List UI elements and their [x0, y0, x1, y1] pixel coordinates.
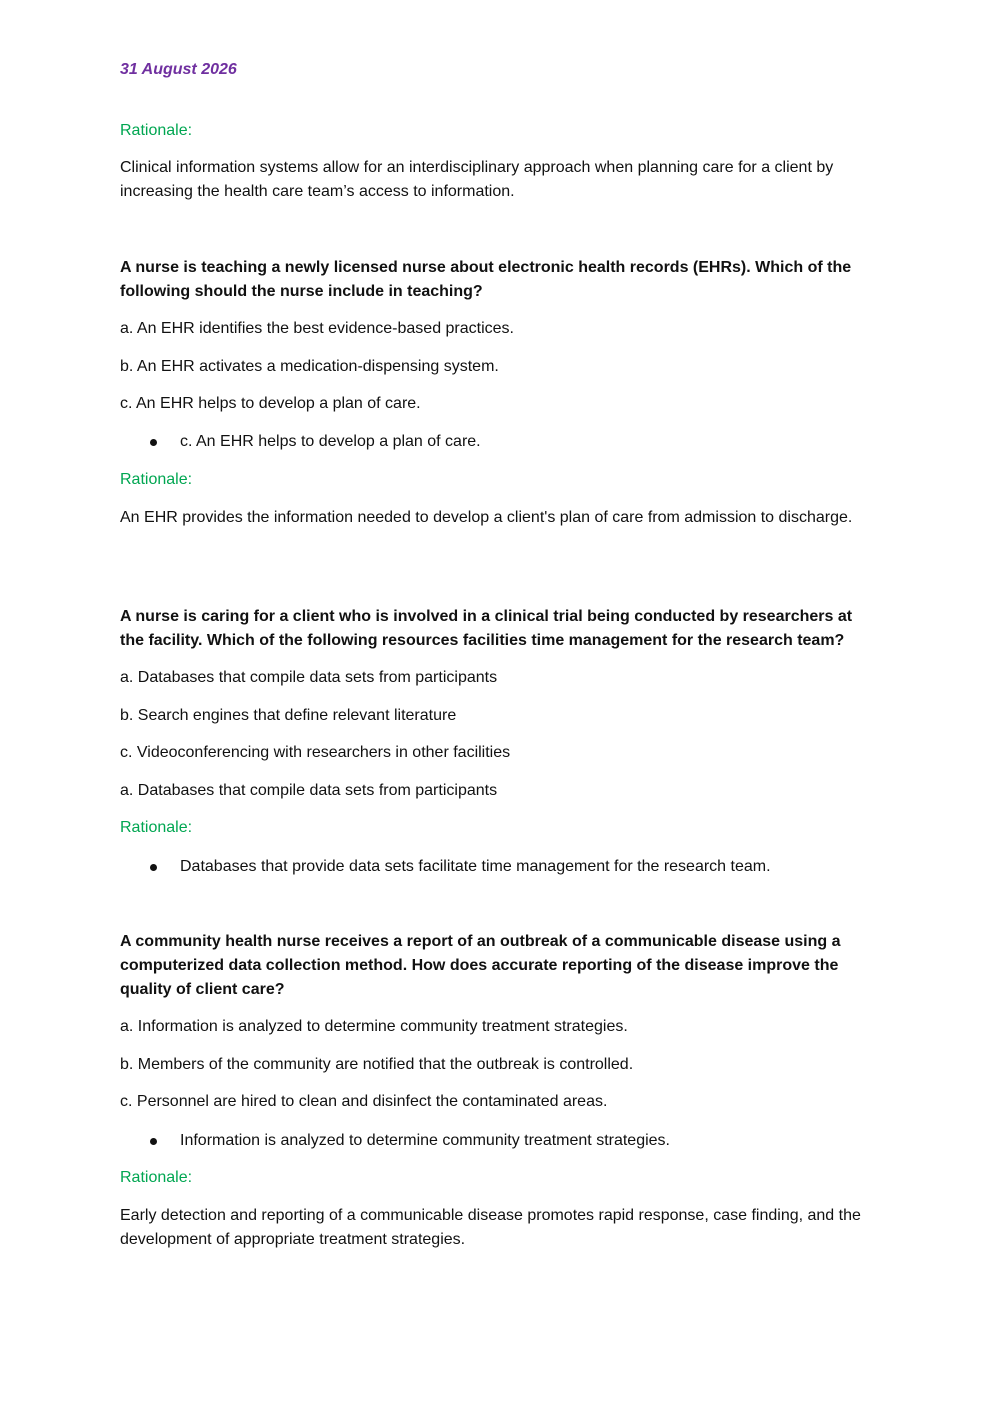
q3-option-c: c. Personnel are hired to clean and disinfect the contaminated areas.	[120, 1093, 608, 1110]
q1-rationale-text: An EHR provides the information needed to develop a client's plan of care from admission to discharge.	[120, 509, 853, 526]
bullet-icon	[150, 864, 157, 871]
q2-rationale-bullet	[120, 855, 880, 879]
q3-rationale-label: Rationale:	[120, 1169, 193, 1186]
q3-answer-bullet	[120, 1129, 880, 1153]
document-date: 31 August 2026	[120, 61, 237, 78]
question-2: A nurse is caring for a client who is involved in a clinical trial being conducted by researchers at the facility. Which of the following resources facilities time management for the research team?	[120, 608, 853, 649]
q3-option-a: a. Information is analyzed to determine community treatment strategies.	[120, 1018, 628, 1035]
bullet-icon	[150, 1138, 157, 1145]
q2-option-a: a. Databases that compile data sets from participants	[120, 669, 498, 686]
q1-option-a: a. An EHR identifies the best evidence-based practices.	[120, 320, 514, 337]
q3-rationale-text: Early detection and reporting of a communicable disease promotes rapid response, case finding, and the development of appropriate treatment strategies.	[120, 1207, 861, 1248]
q1-option-b: b. An EHR activates a medication-dispensing system.	[120, 358, 499, 375]
bullet-icon	[150, 439, 157, 446]
q2-option-c: c. Videoconferencing with researchers in other facilities	[120, 744, 511, 761]
q2-rationale-label: Rationale:	[120, 819, 193, 836]
q3-option-b: b. Members of the community are notified that the outbreak is controlled.	[120, 1056, 634, 1073]
q1-answer-text: c. An EHR helps to develop a plan of care.	[180, 433, 481, 450]
q1-option-c: c. An EHR helps to develop a plan of care.	[120, 395, 421, 412]
q2-rationale-text: Databases that provide data sets facilitate time management for the research team.	[180, 858, 771, 875]
question-1: A nurse is teaching a newly licensed nurse about electronic health records (EHRs). Which of the following should the nurse include in teaching?	[120, 259, 852, 300]
q1-answer-bullet	[120, 430, 880, 454]
rationale-text: Clinical information systems allow for an interdisciplinary approach when planning care for a client by increasing the health care team’s access to information.	[120, 159, 834, 200]
q2-option-b: b. Search engines that define relevant literature	[120, 707, 457, 724]
q2-answer: a. Databases that compile data sets from participants	[120, 782, 498, 799]
question-3: A community health nurse receives a report of an outbreak of a communicable disease using a computerized data collection method. How does accurate reporting of the disease improve the quality of client care?	[120, 933, 841, 998]
q3-answer-text: Information is analyzed to determine community treatment strategies.	[180, 1132, 670, 1149]
q1-rationale-label: Rationale:	[120, 471, 193, 488]
rationale-label: Rationale:	[120, 122, 193, 139]
